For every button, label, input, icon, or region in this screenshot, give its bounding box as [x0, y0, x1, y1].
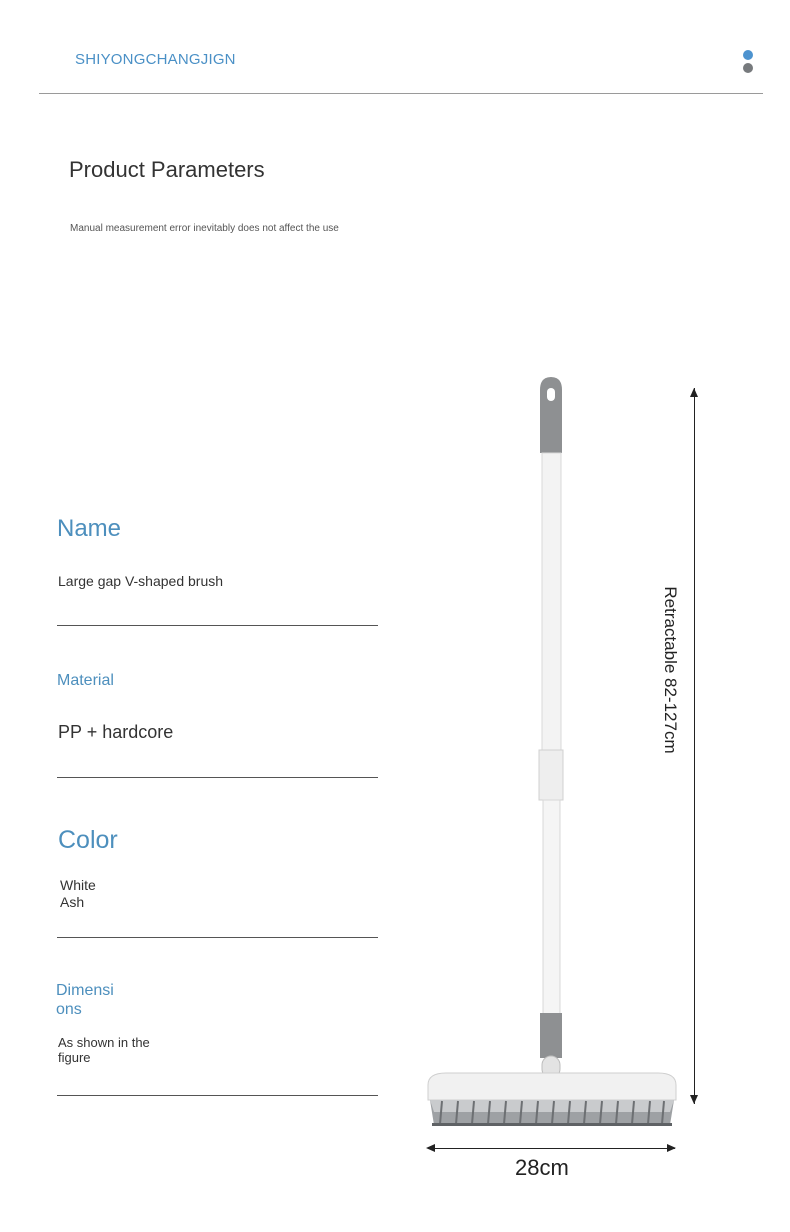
brush-product-image	[418, 370, 688, 1140]
color-value-ash: Ash	[60, 894, 85, 910]
color-values	[60, 877, 96, 911]
section-divider	[57, 777, 378, 778]
material-value: PP + hardcore	[58, 722, 174, 742]
gray-dot-icon	[743, 63, 753, 73]
page-title: Product Parameters	[69, 157, 265, 182]
name-value: Large gap V-shaped brush	[58, 573, 224, 589]
width-dimension-line	[428, 1148, 675, 1149]
dimensions-heading: Dimensi ons	[56, 982, 114, 1018]
section-divider	[57, 625, 378, 626]
height-label: Retractable 82-127cm	[661, 586, 680, 754]
color-heading: Color	[58, 826, 118, 854]
width-label: 28cm	[515, 1155, 569, 1180]
arrow-left-icon	[426, 1144, 435, 1152]
arrow-down-icon	[690, 1095, 698, 1104]
section-divider	[57, 1095, 378, 1096]
measurement-note: Manual measurement error inevitably does not affect the use	[70, 223, 339, 234]
brand-name: SHIYONGCHANGJIGN	[75, 51, 236, 68]
material-heading: Material	[57, 672, 114, 689]
arrow-up-icon	[690, 388, 698, 397]
blue-dot-icon	[743, 50, 753, 60]
header-divider	[39, 93, 763, 94]
arrow-right-icon	[667, 1144, 676, 1152]
dimensions-value: As shown in the figure	[58, 1035, 150, 1065]
section-divider	[57, 937, 378, 938]
height-dimension-line	[694, 388, 695, 1104]
menu-dots-icon[interactable]	[743, 50, 754, 74]
name-heading: Name	[57, 515, 122, 542]
color-value-white: White	[60, 877, 96, 893]
